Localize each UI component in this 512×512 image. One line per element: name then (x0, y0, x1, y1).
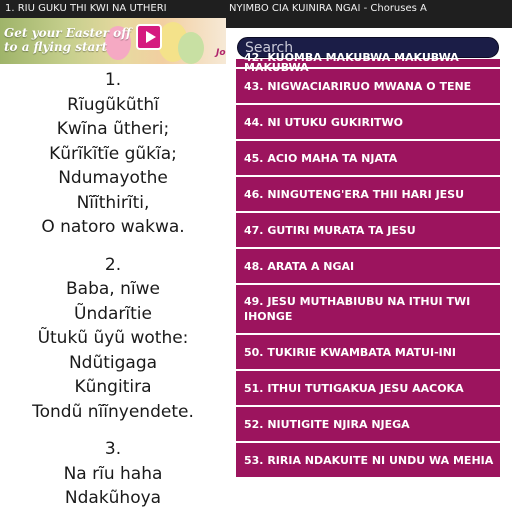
list-item[interactable] (236, 69, 500, 105)
list-item[interactable] (236, 105, 500, 141)
list-item[interactable] (236, 177, 500, 213)
verse-number: 1. (104, 70, 122, 90)
lyric-line: Rĩugũkũthĩ (67, 94, 159, 115)
list-item-label: 48. ARATA A NGAI (244, 259, 355, 273)
ad-banner[interactable] (0, 18, 226, 64)
lyric-line: Kũngitira (74, 377, 152, 397)
ad-line-1: Get your Easter off (4, 26, 132, 40)
list-item-label: 49. JESU MUTHABIUBU NA ITHUI TWI IHONGE (244, 295, 471, 323)
list-item-label: 43. NIGWACIARIRUO MWANA O TENE (244, 79, 472, 93)
lyrics-pane (0, 0, 226, 512)
list-item-label: 46. NINGUTENG'ERA THII HARI JESU (244, 187, 465, 201)
lyric-line: Ũndarĩtie (74, 303, 152, 324)
lyric-line: Ndakũhoya (64, 488, 162, 508)
verse-number: 2. (104, 254, 122, 275)
list-item[interactable] (236, 249, 500, 285)
ad-text (4, 26, 131, 54)
list-item[interactable] (236, 443, 500, 479)
list-item[interactable] (236, 335, 500, 371)
list-title: NYIMBO CIA KUINIRA NGAI - Choruses A (229, 3, 427, 14)
lyric-line: Na rĩu haha (63, 463, 163, 484)
lyric-line: Kwĩna ũtheri; (56, 119, 170, 139)
list-item-label: 44. NI UTUKU GUKIRITWO (244, 115, 404, 129)
list-item[interactable] (236, 285, 500, 335)
verse-3 (0, 437, 226, 511)
verse-number: 3. (104, 439, 122, 459)
list-item[interactable] (236, 371, 500, 407)
song-title-bar (0, 0, 226, 18)
lyric-line: Nĩĩthirĩti, (76, 192, 150, 213)
list-item-label: 53. RIRIA NDAKUITE NI UNDU WA MEHIA (244, 453, 494, 467)
list-item-label: 51. ITHUI TUTIGAKUA JESU AACOKA (244, 381, 464, 395)
list-item-label: 50. TUKIRIE KWAMBATA MATUI-INI (244, 345, 457, 359)
list-title-bar (226, 0, 512, 28)
lyric-line: Tondũ nĩĩnyendete. (32, 401, 194, 422)
lyrics-body (0, 64, 226, 511)
lyric-line: Ũtukũ ũyũ wothe: (37, 328, 189, 348)
list-item[interactable] (236, 213, 500, 249)
play-icon[interactable] (136, 24, 162, 50)
list-item-label: 45. ACIO MAHA TA NJATA (244, 151, 398, 165)
song-title: 1. RIU GUKU THI KWI NA UTHERI (5, 3, 167, 14)
list-item-label: 52. NIUTIGITE NJIRA NJEGA (244, 417, 410, 431)
verse-1 (0, 68, 226, 240)
lyric-line: Ndumayothe (58, 168, 168, 188)
ad-brand-fragment: Jo (216, 48, 226, 58)
ad-line-2: to a flying start (4, 40, 108, 54)
list-item-label: 47. GUTIRI MURATA TA JESU (244, 223, 416, 237)
list-item-label: 42. KUOMBA MAKUBWA MAKUBWA MAKUBWA (244, 51, 459, 74)
verse-2 (0, 253, 226, 425)
list-item[interactable] (236, 51, 500, 74)
song-list (236, 51, 500, 479)
list-item[interactable] (236, 407, 500, 443)
lyric-line: O natoro wakwa. (41, 217, 185, 237)
list-item[interactable] (236, 141, 500, 177)
lyric-line: Kũrĩkĩtĩe gũkĩa; (49, 143, 177, 164)
ad-egg-decoration (178, 32, 204, 64)
lyric-line: Baba, nĩwe (66, 279, 160, 299)
lyric-line: Ndũtigaga (68, 352, 158, 373)
